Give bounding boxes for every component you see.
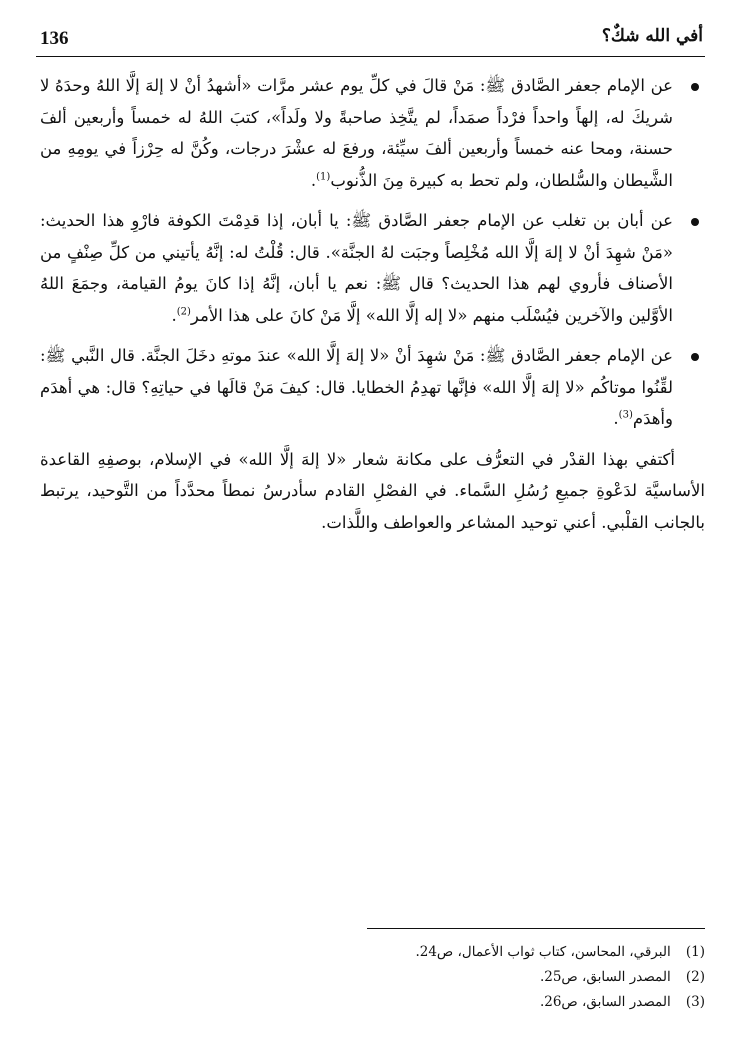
footnote-number: (2) bbox=[685, 969, 705, 985]
closing-paragraph: أكتفي بهذا القدْر في التعرُّف على مكانة شعار «لا إلهَ إلَّا الله» في الإسلام، بوصفِهِ القاعدة الأساسيَّة لدَعْوةِ جميعِ رُسُلِ السَّماء. في الفصْلِ القادم سأدرسُ نمطاً محدَّداً من التَّوحيد، يرتبط بالجانب القلْبي. أعني توحيد المشاعر والعواطف واللَّذات. bbox=[40, 449, 705, 532]
bullet-icon bbox=[691, 218, 699, 226]
footnote-ref: (1) bbox=[316, 171, 331, 182]
footnote bbox=[300, 940, 705, 965]
page-number: 136 bbox=[40, 28, 69, 49]
running-title: أفي الله شكٌ؟ bbox=[601, 26, 703, 46]
main-text bbox=[40, 70, 705, 555]
hadith-text: عن الإمام جعفر الصَّادق ﷺ: مَنْ شهِدَ أنْ «لا إلهَ إلَّا الله» عندَ موتهِ دخَلَ الجنَّة. قال النَّبي ﷺ: لقِّنُوا موتاكُم «لا إلهَ إلَّا الله» فإنَّها تهدِمُ الخطايا. قال: كيفَ مَنْ قالَها في حياتِهِ؟ قال: هي أهدَم وأهدَم bbox=[40, 346, 673, 428]
paragraph-end: . bbox=[613, 409, 619, 428]
footnote-number: (3) bbox=[685, 994, 705, 1010]
footnote-number: (1) bbox=[685, 944, 705, 960]
hadith-item bbox=[40, 205, 705, 331]
hadith-text: عن أبان بن تغلب عن الإمام جعفر الصَّادق ﷺ: يا أبان، إذا قدِمْتَ الكوفة فارْوِ هذا الحديث: «مَنْ شهِدَ أنْ لا إلهَ إلَّا الله مُخْلِصاً وجبَت لهُ الجنَّة». قال: قُلْتُ له: إنَّهُ يأتيني من كلِّ صِنْفٍ من الأصناف فأروي لهم هذا الحديث؟ قال ﷺ: نعم يا أبان، إنَّهُ إذا كانَ يومُ القيامة، وجمَعَ اللهُ الأوَّلين والآخرين فيُسْلَب منهم «لا إله إلَّا الله» إلَّا مَنْ كانَ على هذا الأمر bbox=[40, 211, 673, 325]
hadith-text: عن الإمام جعفر الصَّادق ﷺ: مَنْ قالَ في كلِّ يوم عشر مرَّات «أشهدُ أنْ لا إلهَ إلَّا اللهُ وحدَهُ لا شريكَ له، إلهاً واحداً فرْداً صمَداً، لم يتَّخِذ صاحبةً ولا ولَداً»، كتبَ اللهُ له خمساً وأربعين ألفَ حسنة، ومحا عنه خمساً وأربعين ألفَ سيِّئة، ورفعَ له عشْرَ درجات، وكُنَّ له حِرْزاً في يومِهِ من الشَّيطان والسُّلطان، ولم تحط به كبيرة مِنَ الذُّنوب bbox=[40, 76, 673, 190]
footnote bbox=[300, 990, 705, 1015]
footnote-text: المصدر السابق، ص25. bbox=[539, 969, 671, 985]
hadith-item bbox=[40, 340, 705, 435]
footnote-text: المصدر السابق، ص26. bbox=[539, 994, 671, 1010]
footnote-text: البرقي، المحاسن، كتاب ثواب الأعمال، ص24. bbox=[415, 944, 671, 960]
footnote-divider bbox=[367, 928, 705, 929]
bullet-icon bbox=[691, 83, 699, 91]
hadith-item bbox=[40, 70, 705, 196]
page-header bbox=[36, 26, 705, 57]
footnote-ref: (2) bbox=[176, 306, 191, 317]
footnotes bbox=[300, 940, 705, 1015]
paragraph-end: . bbox=[310, 170, 317, 190]
paragraph-end: . bbox=[171, 305, 177, 325]
footnote-ref: (3) bbox=[618, 409, 633, 421]
bullet-icon bbox=[691, 353, 699, 361]
footnote bbox=[300, 965, 705, 990]
